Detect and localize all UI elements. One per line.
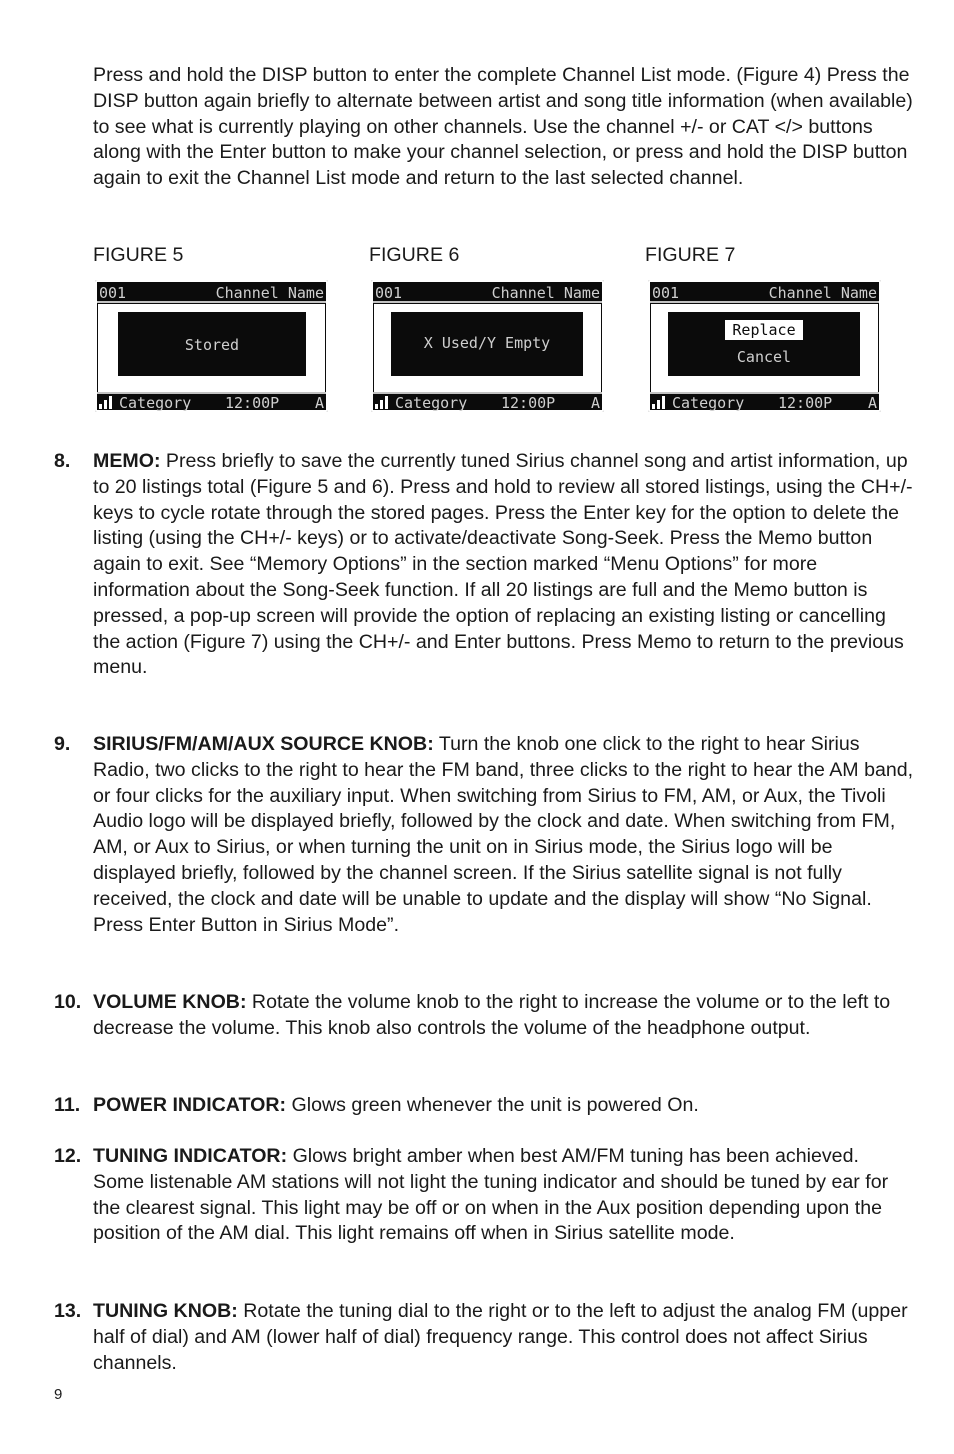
figure-5-channel-number: 001 [99,284,127,302]
figure-6-label: FIGURE 6 [369,244,460,266]
item-11-power-indicator [54,1093,914,1119]
figure-7-lcd-screen [648,280,881,412]
item-text: Rotate the tuning dial to the right or to the left to adjust the analog FM (upper half of dial) and AM (lower half of dial) frequency range. This control does not affect Sirius channels. [93,1300,908,1374]
item-number: 11. [54,1094,81,1116]
item-number: 12. [54,1145,82,1167]
figure-6-band: A [590,394,600,412]
item-heading: MEMO: [93,450,161,472]
item-text: Glows green whenever the unit is powered On. [286,1094,699,1116]
item-13-tuning-knob [54,1299,914,1376]
item-number: 10. [54,991,82,1013]
figure-5-signal-icon [99,396,112,409]
figure-6-channel-name: Channel Name [491,284,600,302]
item-heading: TUNING KNOB: [93,1300,238,1322]
item-10-volume-knob [54,990,914,1042]
figure-6-channel-number: 001 [375,284,403,302]
figure-7-category: Category [672,394,745,412]
item-heading: VOLUME KNOB: [93,991,247,1013]
item-8-memo [54,449,914,681]
figure-6-category: Category [395,394,468,412]
figure-7-band: A [867,394,877,412]
figure-6-lcd-screen [371,280,604,412]
item-9-source-knob [54,732,914,938]
figure-7-channel-name: Channel Name [768,284,877,302]
figure-5-time: 12:00P [225,394,280,412]
item-number: 13. [54,1300,82,1322]
figure-7-popup-replace: Replace [732,321,796,339]
item-heading: POWER INDICATOR: [93,1094,287,1116]
figure-6-time: 12:00P [501,394,556,412]
figure-7-popup-cancel: Cancel [736,348,792,366]
figure-5-popup-text: Stored [184,336,240,354]
figure-6-signal-icon [375,396,388,409]
intro-paragraph: Press and hold the DISP button to enter the complete Channel List mode. (Figure 4) Press the DISP button again briefly to alternate between artist and song title information (when available) to see what is currently playing on other channels. Use the channel +/- or CAT </> buttons along with the Enter button to make your channel selection, or press and hold the DISP button again to exit the Channel List mode and return to the last selected channel. [93,64,913,190]
figure-7-channel-number: 001 [652,284,680,302]
item-number: 9. [54,733,71,755]
figure-7-time: 12:00P [778,394,833,412]
item-heading: SIRIUS/FM/AM/AUX SOURCE KNOB: [93,733,434,755]
item-heading: TUNING INDICATOR: [93,1145,288,1167]
item-text: Glows bright amber when best AM/FM tuning has been achieved. Some listenable AM stations will not light the tuning indicator and should be tuned by ear for the clearest signal. This light may be off or on when in the Aux position depending upon the position of the AM dial. This light remains off when in Sirius satellite mode. [93,1145,889,1245]
figure-5-channel-name: Channel Name [215,284,324,302]
figure-7-signal-icon [652,396,665,409]
item-number: 8. [54,450,71,472]
figure-5-band: A [314,394,324,412]
figure-5-category: Category [119,394,192,412]
page-number: 9 [54,1386,63,1403]
item-text: Rotate the volume knob to the right to increase the volume or to the left to decrease the volume. This knob also controls the volume of the headphone output. [93,991,891,1039]
figure-5-label: FIGURE 5 [93,244,184,266]
item-text: Turn the knob one click to the right to hear Sirius Radio, two clicks to the right to hear the FM band, three clicks to the right to hear the AM band, or four clicks for the auxiliary input. When switching from Sirius to FM, AM, or Aux, the Tivoli Audio logo will be displayed briefly, followed by the clock and date. When switching from FM, AM, or Aux to Sirius, or when turning the unit on in Sirius mode, the Sirius logo will be displayed briefly, followed by the channel screen. If the Sirius satellite signal is not fully received, the clock and date will be unable to update and the display will show “No Signal. Press Enter Button in Sirius Mode”. [93,733,914,936]
item-12-tuning-indicator [54,1144,914,1247]
figure-5-lcd-screen [95,280,328,412]
figure-7-label: FIGURE 7 [645,244,736,266]
item-text: Press briefly to save the currently tuned Sirius channel song and artist information, up to 20 listings total (Figure 5 and 6). Press and hold to review all stored listings, using the CH+/- keys to cycle rotate through the stored pages. Press the Enter key for the option to delete the listing (using the CH+/- keys) or to activate/deactivate Song-Seek. Press the Memo button again to exit. See “Memory Options” in the section marked “Menu Options” for more information about the Song-Seek function. If all 20 listings are full and the Memo button is pressed, a pop-up screen will provide the option of replacing an existing listing or cancelling the action (Figure 7) using the CH+/- and Enter buttons. Press Memo to return to the previous menu. [93,450,913,679]
figure-6-popup-text: X Used/Y Empty [423,334,551,352]
